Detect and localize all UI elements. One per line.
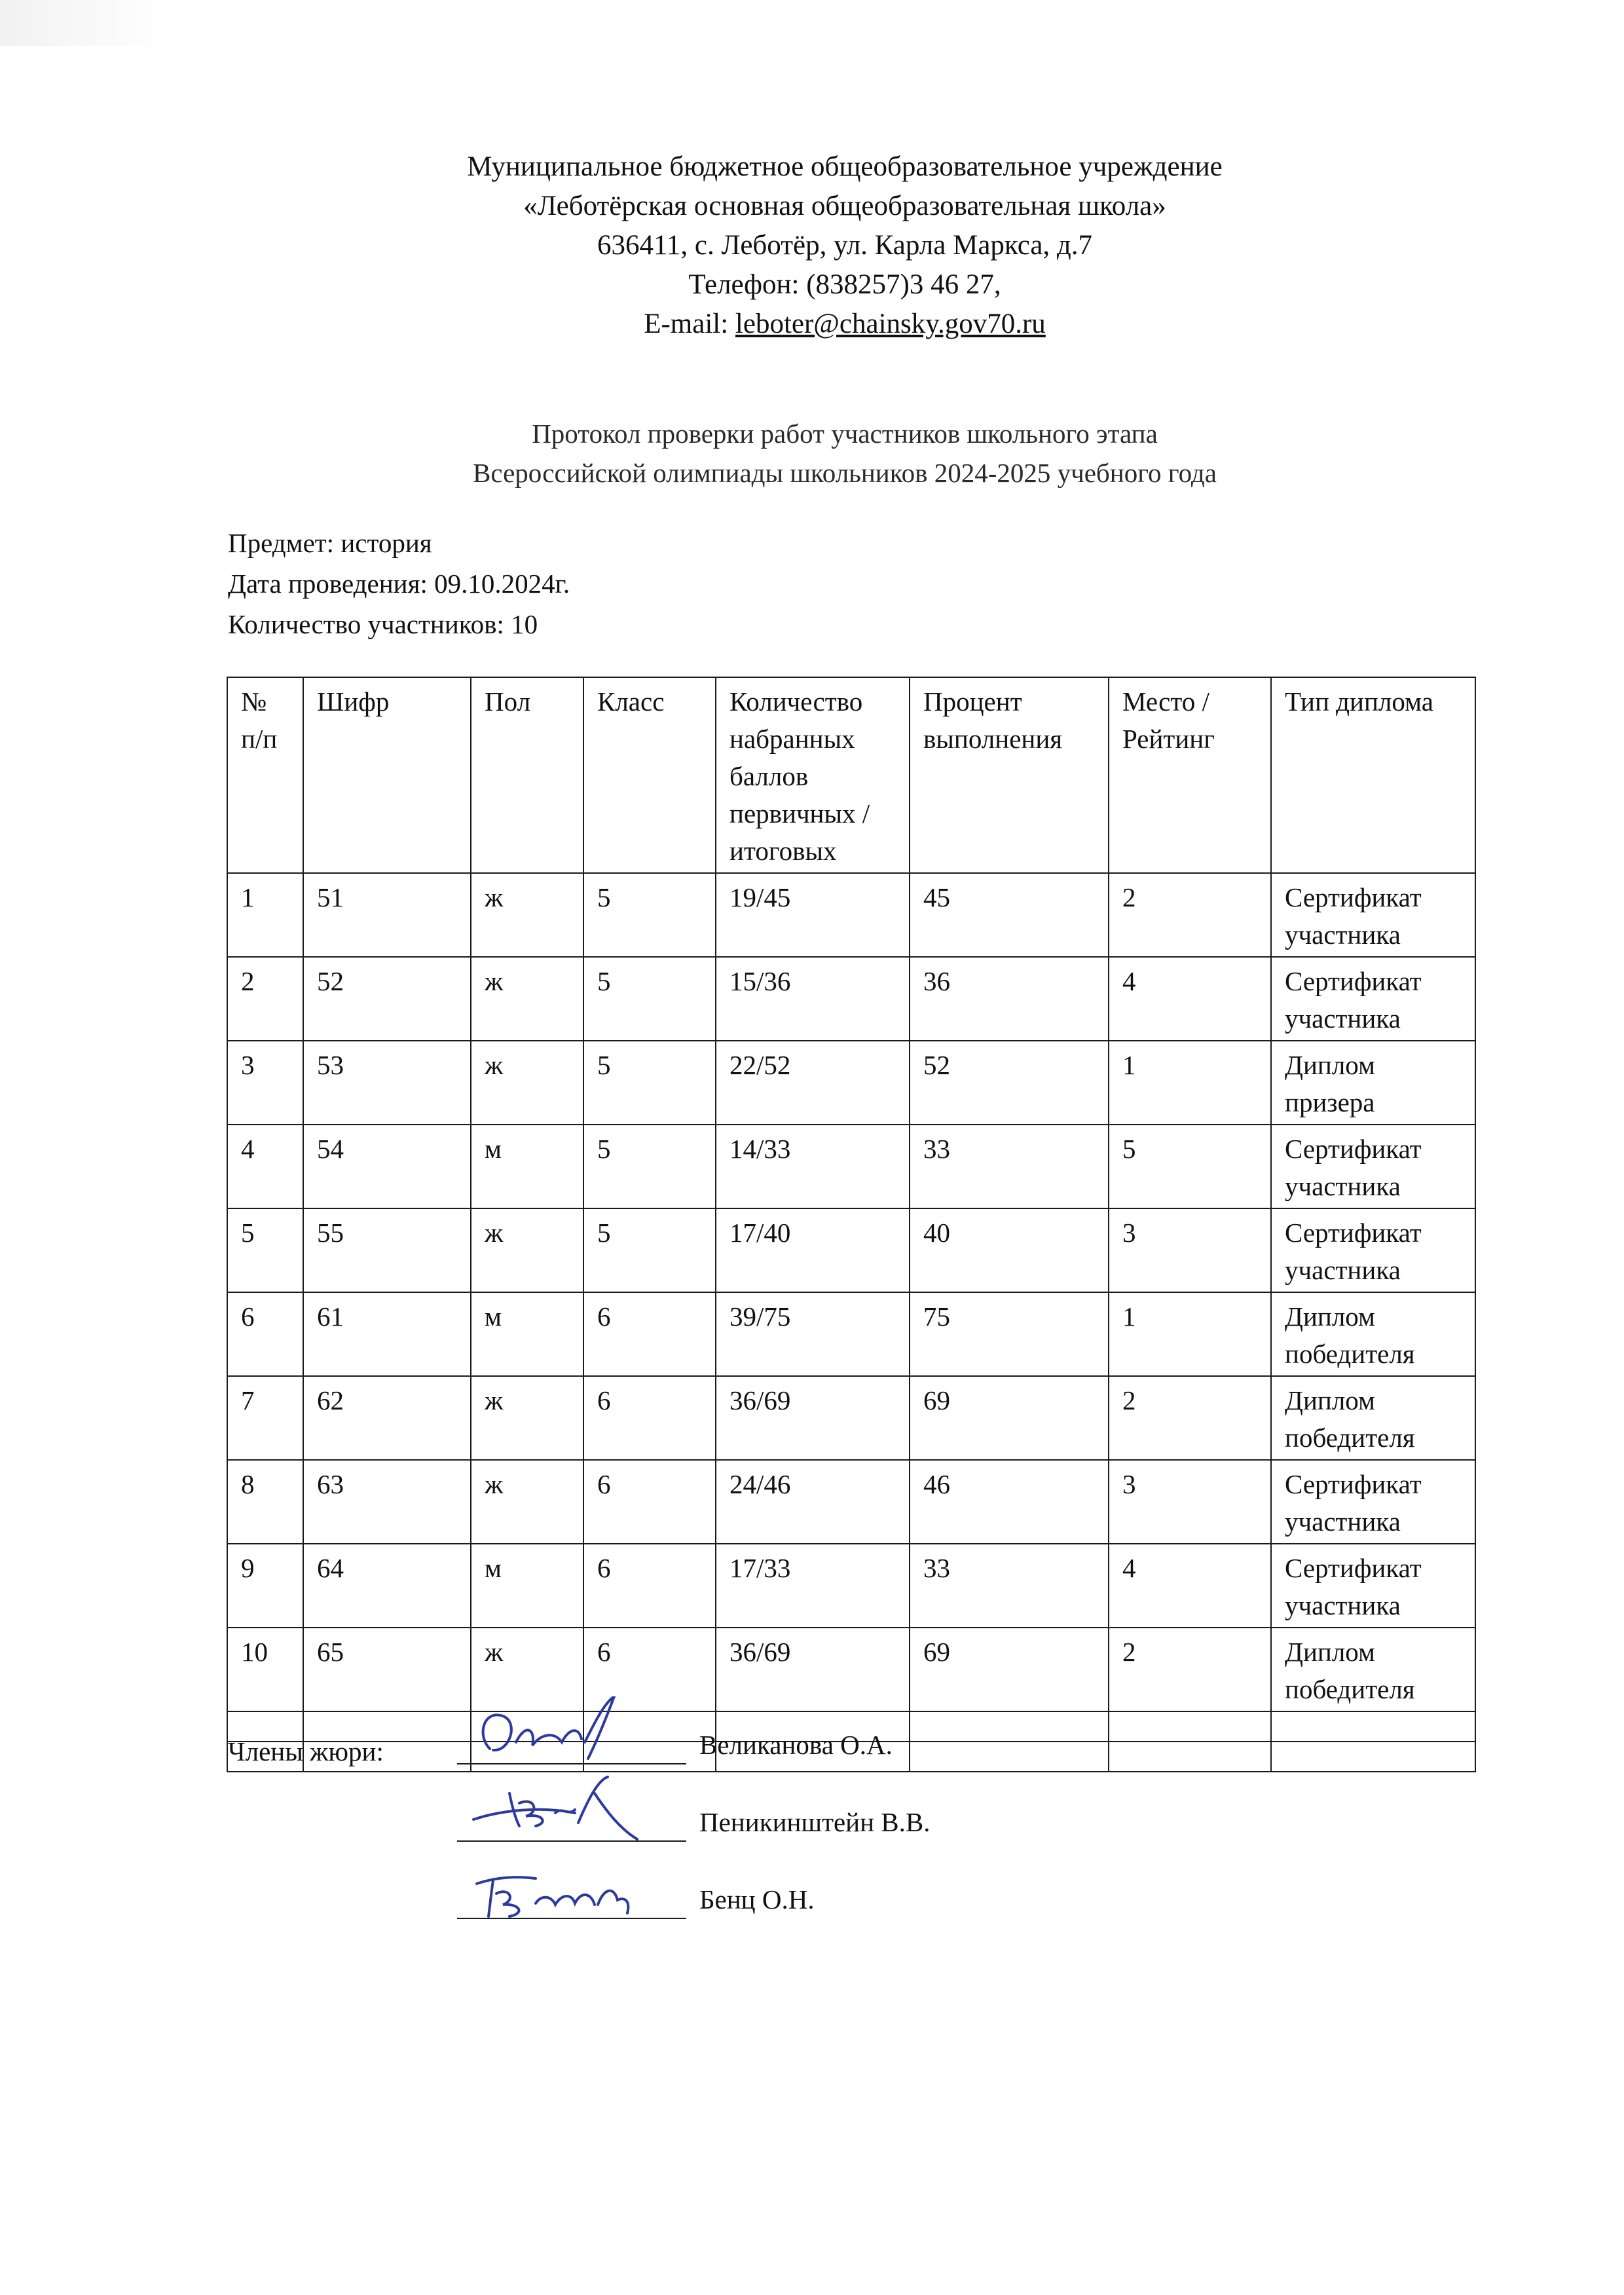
jury-member-name: Бенц О.Н. bbox=[699, 1884, 815, 1914]
cell-rank: 2 bbox=[1109, 1376, 1271, 1460]
cell-grade: 5 bbox=[583, 1125, 716, 1208]
cell-score: 36/69 bbox=[716, 1376, 910, 1460]
signature-1 bbox=[464, 1696, 673, 1768]
cell-percent: 75 bbox=[910, 1292, 1109, 1376]
header-code: Шифр bbox=[303, 677, 471, 873]
cell-rank: 4 bbox=[1109, 1544, 1271, 1628]
cell-score: 19/45 bbox=[716, 873, 910, 957]
cell-percent: 52 bbox=[910, 1041, 1109, 1125]
cell-code: 64 bbox=[303, 1544, 471, 1628]
cell-grade: 6 bbox=[583, 1292, 716, 1376]
jury-label: Члены жюри: bbox=[228, 1736, 384, 1766]
cell-gender: ж bbox=[471, 957, 583, 1041]
school-phone: Телефон: (838257)3 46 27, bbox=[688, 269, 1001, 300]
subject-line: Предмет: история bbox=[228, 528, 432, 558]
cell-number: 5 bbox=[227, 1208, 303, 1292]
header-rank: Место / Рейтинг bbox=[1109, 677, 1271, 873]
cell-number: 8 bbox=[227, 1460, 303, 1544]
cell-rank: 2 bbox=[1109, 1628, 1271, 1711]
email-label: E-mail: bbox=[644, 308, 729, 339]
cell-number: 7 bbox=[227, 1376, 303, 1460]
jury-member-row bbox=[457, 1800, 1177, 1846]
signature-line bbox=[457, 1840, 686, 1842]
cell-diploma-type: Диплом призера bbox=[1271, 1041, 1475, 1125]
signature-line bbox=[457, 1763, 686, 1764]
cell-code: 63 bbox=[303, 1460, 471, 1544]
cell-gender: ж bbox=[471, 1041, 583, 1125]
table-header-row bbox=[227, 677, 1475, 873]
header-diploma-type: Тип диплома bbox=[1271, 677, 1475, 873]
cell-code: 61 bbox=[303, 1292, 471, 1376]
cell-number: 6 bbox=[227, 1292, 303, 1376]
cell-percent: 40 bbox=[910, 1208, 1109, 1292]
cell-score: 15/36 bbox=[716, 957, 910, 1041]
cell-score: 17/33 bbox=[716, 1544, 910, 1628]
cell-gender: ж bbox=[471, 1460, 583, 1544]
header-percent: Процент выполнения bbox=[910, 677, 1109, 873]
signature-2 bbox=[464, 1774, 673, 1846]
table-row bbox=[227, 1544, 1475, 1628]
header-gender: Пол bbox=[471, 677, 583, 873]
cell-grade: 5 bbox=[583, 1041, 716, 1125]
cell-diploma-type: Сертификат участника bbox=[1271, 1460, 1475, 1544]
results-table bbox=[227, 677, 1476, 1772]
cell-percent: 46 bbox=[910, 1460, 1109, 1544]
cell-percent: 33 bbox=[910, 1544, 1109, 1628]
scan-artifact bbox=[0, 0, 170, 46]
cell-gender: ж bbox=[471, 1208, 583, 1292]
table-row bbox=[227, 1208, 1475, 1292]
cell-score: 39/75 bbox=[716, 1292, 910, 1376]
jury-member-name: Пеникинштейн В.В. bbox=[699, 1807, 931, 1837]
cell-score: 36/69 bbox=[716, 1628, 910, 1711]
jury-member-row bbox=[457, 1723, 1177, 1768]
cell-rank: 3 bbox=[1109, 1208, 1271, 1292]
header-grade: Класс bbox=[583, 677, 716, 873]
empty-cell bbox=[1271, 1711, 1475, 1742]
cell-percent: 69 bbox=[910, 1376, 1109, 1460]
cell-score: 24/46 bbox=[716, 1460, 910, 1544]
cell-number: 4 bbox=[227, 1125, 303, 1208]
cell-diploma-type: Сертификат участника bbox=[1271, 1208, 1475, 1292]
participants-count-line: Количество участников: 10 bbox=[228, 609, 538, 639]
cell-percent: 36 bbox=[910, 957, 1109, 1041]
cell-number: 1 bbox=[227, 873, 303, 957]
cell-gender: ж bbox=[471, 1628, 583, 1711]
cell-rank: 3 bbox=[1109, 1460, 1271, 1544]
table-row bbox=[227, 1125, 1475, 1208]
cell-gender: м bbox=[471, 1125, 583, 1208]
cell-gender: ж bbox=[471, 873, 583, 957]
cell-rank: 1 bbox=[1109, 1041, 1271, 1125]
cell-grade: 6 bbox=[583, 1628, 716, 1711]
table-row bbox=[227, 1460, 1475, 1544]
cell-grade: 5 bbox=[583, 1208, 716, 1292]
cell-percent: 33 bbox=[910, 1125, 1109, 1208]
cell-code: 65 bbox=[303, 1628, 471, 1711]
cell-score: 17/40 bbox=[716, 1208, 910, 1292]
table-row bbox=[227, 1292, 1475, 1376]
table-row bbox=[227, 1628, 1475, 1711]
cell-code: 54 bbox=[303, 1125, 471, 1208]
empty-cell bbox=[1271, 1742, 1475, 1772]
cell-number: 3 bbox=[227, 1041, 303, 1125]
table-row bbox=[227, 1041, 1475, 1125]
jury-member-name: Великанова О.А. bbox=[699, 1730, 893, 1760]
cell-percent: 45 bbox=[910, 873, 1109, 957]
org-name: Муниципальное бюджетное общеобразовательное учреждение bbox=[467, 151, 1223, 182]
cell-diploma-type: Сертификат участника bbox=[1271, 1125, 1475, 1208]
table-body bbox=[227, 873, 1475, 1772]
cell-diploma-type: Диплом победителя bbox=[1271, 1628, 1475, 1711]
school-name: «Леботёрская основная общеобразовательная школа» bbox=[523, 191, 1166, 221]
cell-grade: 6 bbox=[583, 1544, 716, 1628]
signature-line bbox=[457, 1918, 686, 1919]
cell-diploma-type: Сертификат участника bbox=[1271, 873, 1475, 957]
cell-rank: 2 bbox=[1109, 873, 1271, 957]
table-row bbox=[227, 873, 1475, 957]
cell-score: 14/33 bbox=[716, 1125, 910, 1208]
cell-code: 53 bbox=[303, 1041, 471, 1125]
cell-rank: 5 bbox=[1109, 1125, 1271, 1208]
protocol-meta bbox=[228, 523, 570, 644]
cell-diploma-type: Сертификат участника bbox=[1271, 1544, 1475, 1628]
header-number: № п/п bbox=[227, 677, 303, 873]
protocol-title-line-2: Всероссийской олимпиады школьников 2024-2025 учебного года bbox=[473, 458, 1217, 488]
cell-number: 10 bbox=[227, 1628, 303, 1711]
cell-percent: 69 bbox=[910, 1628, 1109, 1711]
email-link[interactable]: leboter@chainsky.gov70.ru bbox=[735, 308, 1046, 339]
cell-rank: 1 bbox=[1109, 1292, 1271, 1376]
school-address: 636411, с. Леботёр, ул. Карла Маркса, д.7 bbox=[597, 230, 1093, 261]
cell-rank: 4 bbox=[1109, 957, 1271, 1041]
cell-gender: ж bbox=[471, 1376, 583, 1460]
table-row bbox=[227, 1376, 1475, 1460]
cell-grade: 5 bbox=[583, 873, 716, 957]
date-line: Дата проведения: 09.10.2024г. bbox=[228, 569, 570, 599]
cell-grade: 6 bbox=[583, 1376, 716, 1460]
cell-code: 51 bbox=[303, 873, 471, 957]
signature-3 bbox=[464, 1857, 673, 1923]
cell-number: 9 bbox=[227, 1544, 303, 1628]
cell-code: 62 bbox=[303, 1376, 471, 1460]
cell-gender: м bbox=[471, 1544, 583, 1628]
protocol-title bbox=[196, 414, 1493, 493]
school-email-line bbox=[196, 305, 1493, 344]
jury-member-row bbox=[457, 1877, 1177, 1923]
cell-diploma-type: Сертификат участника bbox=[1271, 957, 1475, 1041]
header-score: Количество набранных баллов первичных / итоговых bbox=[716, 677, 910, 873]
cell-score: 22/52 bbox=[716, 1041, 910, 1125]
cell-diploma-type: Диплом победителя bbox=[1271, 1292, 1475, 1376]
cell-grade: 5 bbox=[583, 957, 716, 1041]
table-row bbox=[227, 957, 1475, 1041]
cell-gender: м bbox=[471, 1292, 583, 1376]
cell-code: 55 bbox=[303, 1208, 471, 1292]
cell-grade: 6 bbox=[583, 1460, 716, 1544]
cell-number: 2 bbox=[227, 957, 303, 1041]
cell-diploma-type: Диплом победителя bbox=[1271, 1376, 1475, 1460]
cell-code: 52 bbox=[303, 957, 471, 1041]
jury-section bbox=[228, 1723, 1014, 1939]
letterhead bbox=[196, 147, 1493, 344]
protocol-title-line-1: Протокол проверки работ участников школьного этапа bbox=[532, 419, 1158, 449]
